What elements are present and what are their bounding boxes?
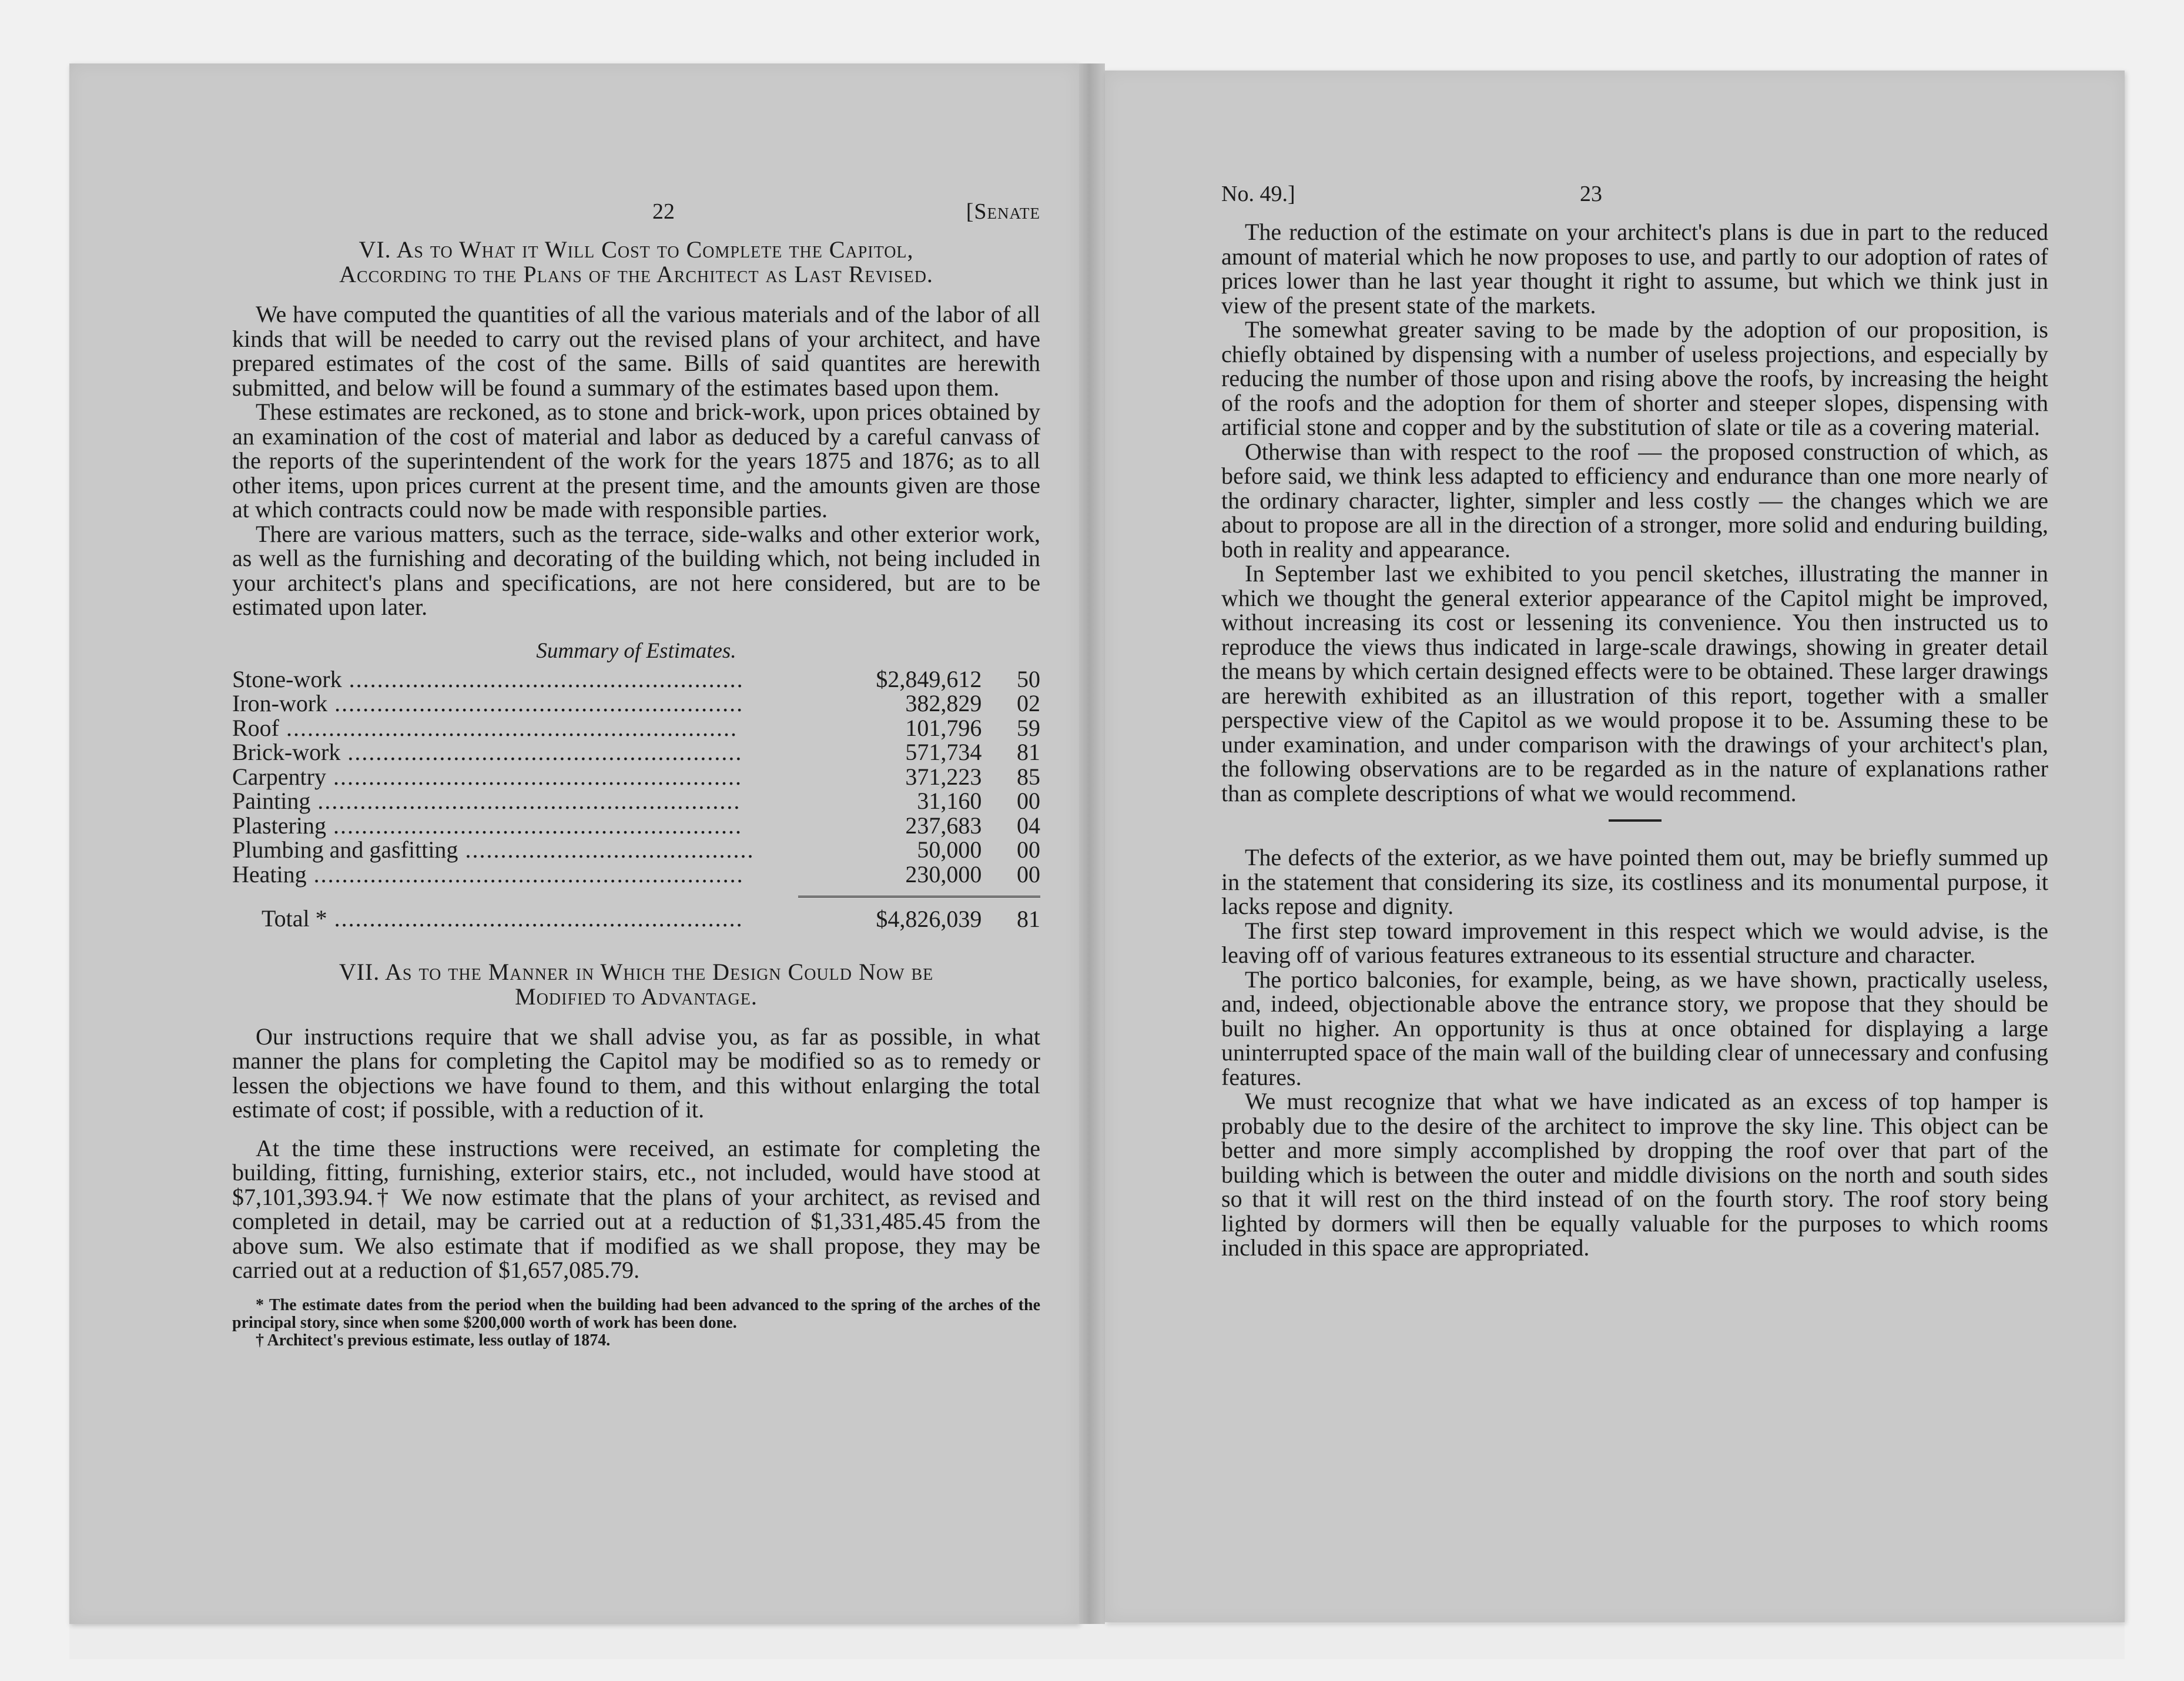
leader-dots: ........................................................	[341, 665, 744, 692]
estimate-cents: 00	[1017, 836, 1040, 863]
paragraph: There are various matters, such as the terrace, side-walks and other exterior work, as well as the furnishing and decorating of the building which, not being included in your architect's plans and specifications, are not here considered, but are to be estimated upon later.	[232, 520, 1040, 620]
table-row	[232, 691, 1040, 716]
table-surface	[69, 1624, 2125, 1659]
leader-dots: ............................................................	[310, 788, 741, 814]
summary-title: Summary of Estimates.	[536, 638, 736, 663]
section-vi-heading-line2: According to the Plans of the Architect as Last Revised.	[339, 261, 933, 287]
section-divider	[1609, 819, 1662, 822]
estimate-item: Plumbing and gasfitting	[232, 836, 458, 863]
estimate-cents: 02	[1017, 690, 1040, 716]
section-vi-heading-line1: VI. As to What it Will Cost to Complete the Capitol,	[359, 236, 914, 263]
table-row	[232, 765, 1040, 789]
running-head-number: No. 49.]	[1221, 182, 1295, 206]
estimate-item: Painting	[232, 788, 311, 814]
leader-dots: ..........................................................	[326, 763, 742, 790]
paragraph: The first step toward improvement in this respect which we would advise, is the leaving off of various features extraneous to its essential structure and character.	[1221, 917, 2048, 968]
estimate-cents: 59	[1017, 714, 1040, 741]
estimate-item: Carpentry	[232, 763, 326, 790]
right-running-head	[1221, 181, 2048, 220]
table-row	[232, 862, 1040, 887]
footnotes	[232, 1297, 1040, 1350]
table-row	[232, 740, 1040, 765]
estimate-amount: 371,223	[905, 763, 982, 790]
estimate-amount: 230,000	[905, 860, 982, 888]
paragraph: The somewhat greater saving to be made by the adoption of our proposition, is chiefly obtained by dispensing with a number of useless projections, and especially by reducing the number of those upon and rising above the roofs, by increasing the height of the roofs and the adoption for them of shorter and steeper slopes, dispensing with artificial stone and copper and by the substitution of slate or tile as a covering material.	[1221, 316, 2048, 440]
estimate-amount: 571,734	[905, 739, 982, 765]
leader-dots: .........................................	[458, 836, 755, 863]
estimate-cents: 00	[1017, 860, 1040, 888]
estimate-item: Roof	[232, 714, 279, 741]
section-vii-heading-line1: VII. As to the Manner in Which the Design Could Now be	[339, 958, 934, 985]
leader-dots: ..........................................................	[326, 812, 742, 839]
table-row	[232, 716, 1040, 741]
left-running-head	[232, 199, 1040, 237]
estimate-amount: 237,683	[905, 812, 982, 839]
paragraph: At the time these instructions were received, an estimate for completing the building, fitting, furnishing, exterior stairs, etc., not included, would have stood at $7,101,393.94.† We now estimate that the plans of your architect, as revised and completed in detail, may be carried out at a reduction of $1,331,485.45 from the above sum. We also estimate that if modified as we shall propose, they may be carried out at a reduction of $1,657,085.79.	[232, 1134, 1040, 1283]
total-amount: $4,826,039	[876, 906, 982, 932]
page-number: 23	[1580, 182, 1602, 206]
estimate-item: Stone-work	[232, 665, 342, 692]
estimate-amount: 50,000	[917, 836, 982, 863]
leader-dots: ..........................................................	[327, 690, 744, 716]
estimate-item: Plastering	[232, 812, 326, 839]
paragraph: The portico balconies, for example, being, as we have shown, practically useless, and, indeed, objectionable above the entrance story, we propose that they should be built no higher. An opportunity is thus at once obtained for displaying a large uninterrupted space of the main wall of the building clear of unnecessary and confusing features.	[1221, 966, 2048, 1090]
paragraph: The defects of the exterior, as we have pointed them out, may be briefly summed up in the statement that considering its size, its costliness and its monumental purpose, it lacks repose and dignity.	[1221, 844, 2048, 919]
estimate-amount: 101,796	[905, 714, 982, 741]
estimate-amount: $2,849,612	[876, 665, 982, 692]
leader-dots: ..........................................................	[327, 905, 743, 932]
total-label: Total *	[262, 905, 327, 932]
estimate-cents: 50	[1017, 665, 1040, 692]
estimate-cents: 04	[1017, 812, 1040, 839]
total-cents: 81	[1017, 906, 1040, 932]
table-row	[232, 789, 1040, 813]
page-number: 22	[652, 199, 675, 224]
leader-dots: ................................................................	[279, 714, 738, 741]
estimate-item: Iron-work	[232, 690, 328, 716]
table-row	[232, 667, 1040, 692]
table-row	[232, 838, 1040, 862]
paragraph: The reduction of the estimate on your architect's plans is due in part to the reduced amount of material which he now proposes to use, and partly to our adoption of rates of prices lower than he last year thought it right to assume, but which we think just in view of the present state of the markets.	[1221, 219, 2048, 319]
footnote: † Architect's previous estimate, less outlay of 1874.	[256, 1331, 611, 1350]
estimate-cents: 81	[1017, 739, 1040, 765]
estimate-amount: 31,160	[917, 788, 982, 814]
left-page-column	[232, 199, 1040, 1350]
estimate-cents: 85	[1017, 763, 1040, 790]
paragraph: We have computed the quantities of all the various materials and of the labor of all kinds that will be needed to carry out the revised plans of your architect, and have prepared estimates of the cost of the same. Bills of said quantites are herewith submitted, and below will be found a summary of the estimates based upon them.	[232, 301, 1040, 401]
running-head-senate: [Senate	[966, 199, 1040, 224]
paragraph: In September last we exhibited to you pencil sketches, illustrating the manner in which we thought the general exterior appearance of the Capitol might be improved, without increasing its cost or lessening its convenience. You then instructed us to reproduce the views thus indicated in large-scale drawings, showing in greater detail the means by which certain designed effects were to be obtained. These larger drawings are herewith exhibited as an illustration of this report, together with a smaller perspective view of the Capitol as we would propose it to be. Assuming these to be under examination, and under comparison with the drawings of your architect's plan, the following observations are to be regarded as in the nature of explanations rather than as complete descriptions of what we would recommend.	[1221, 560, 2048, 806]
table-row	[232, 813, 1040, 838]
section-vii-heading	[232, 960, 1040, 1009]
total-row	[232, 897, 1040, 932]
book-gutter	[1079, 63, 1105, 1624]
estimate-cents: 00	[1017, 788, 1040, 814]
estimate-item: Brick-work	[232, 739, 341, 765]
estimates-table	[232, 667, 1040, 932]
leader-dots: ........................................................	[340, 739, 743, 765]
leader-dots: .............................................................	[306, 860, 744, 888]
section-vii-heading-line2: Modified to Advantage.	[515, 983, 758, 1010]
paragraph: We must recognize that what we have indicated as an excess of top hamper is probably due to the desire of the architect to improve the sky line. This object can be better and more simply accomplished by dropping the roof over that part of the building which is between the outer and middle divisions on the north and south sides so that it will rest on the third instead of on the fourth story. The roof story being lighted by dormers will then be equally valuable for the purposes to which rooms included in this space are appropriated.	[1221, 1088, 2048, 1261]
section-vi-heading	[232, 237, 1040, 287]
left-page	[69, 63, 1079, 1624]
paragraph: These estimates are reckoned, as to stone and brick-work, upon prices obtained by an examination of the cost of material and labor as deduced by a careful canvass of the reports of the superintendent of the work for the years 1875 and 1876; as to all other items, upon prices current at the present time, and the amounts given are those at which contracts could now be made with responsible parties.	[232, 399, 1040, 523]
estimate-amount: 382,829	[905, 690, 982, 716]
footnote: * The estimate dates from the period when the building had been advanced to the spring of the arches of the principal story, since when some $200,000 worth of work has been done.	[232, 1295, 1040, 1332]
right-page	[1105, 71, 2125, 1622]
right-page-column	[1221, 181, 2048, 1260]
estimate-item: Heating	[232, 860, 307, 888]
total-rule	[232, 886, 1040, 897]
paragraph: Otherwise than with respect to the roof — the proposed construction of which, as before said, we think less adapted to efficiency and endurance than one more nearly of the ordinary character, lighter, simpler and less costly — the changes which we are about to propose are all in the direction of a stronger, more solid and enduring building, both in reality and appearance.	[1221, 438, 2048, 562]
paragraph: Our instructions require that we shall advise you, as far as possible, in what manner the plans for completing the Capitol may be modified so as to remedy or lessen the objections we have found to them, and this without enlarging the total estimate of cost; if possible, with a reduction of it.	[232, 1023, 1040, 1123]
